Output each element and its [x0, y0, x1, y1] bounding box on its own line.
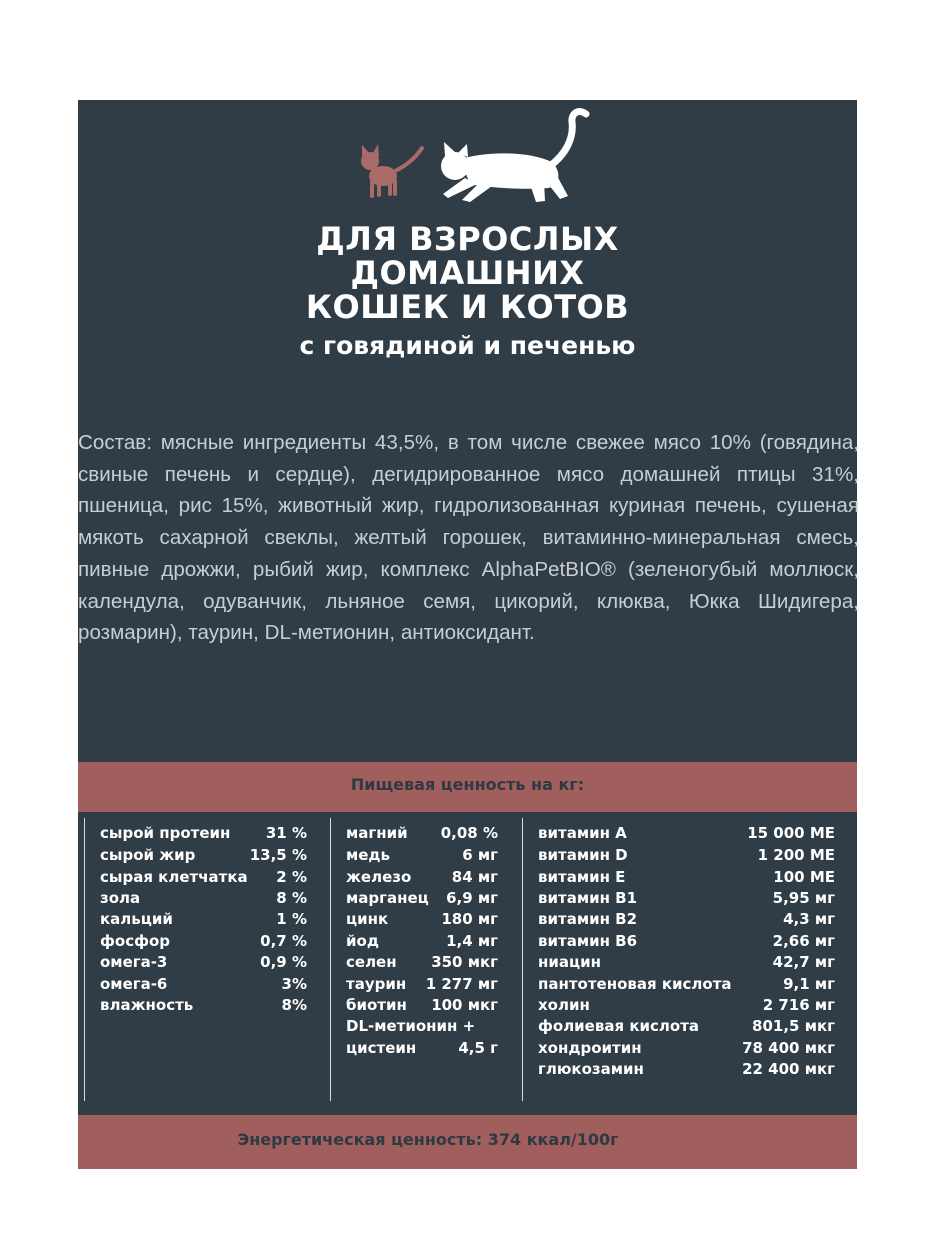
- nutrient-value: 2 %: [276, 868, 307, 886]
- cat-icon: [441, 112, 586, 202]
- nutrient-value: 0,08 %: [440, 824, 498, 842]
- nutrient-name: ниацин: [538, 953, 601, 971]
- title-line-3: КОШЕК И КОТОВ: [305, 288, 630, 326]
- nutrient-name: витамин В2: [538, 910, 638, 928]
- nutrient-value: 8 %: [276, 889, 307, 907]
- nutrient-value: 0,7 %: [260, 932, 307, 950]
- nutrient-value: 6,9 мг: [446, 889, 498, 907]
- nutrient-value: 2,66 мг: [772, 932, 835, 950]
- nutrient-value: 3%: [281, 975, 307, 993]
- nutrient-name: цистеин: [346, 1039, 417, 1057]
- ingredients-line: Состав: мясные ингредиенты 43,5%, в том числе свежее мясо 10% (говядина,: [78, 431, 859, 454]
- nutrient-value: 4,5 г: [458, 1039, 498, 1057]
- ingredients-line: мякоть сахарной свеклы, желтый горошек, витаминно-минеральная смесь,: [78, 526, 859, 550]
- nutrient-value: 0,9 %: [260, 953, 307, 971]
- nutrient-name: витамин D: [538, 846, 628, 864]
- nutrient-row: [346, 1016, 498, 1037]
- nutrient-name: кальций: [100, 910, 173, 928]
- nutrient-name: витамин В1: [538, 889, 638, 907]
- nutrient-row: [100, 845, 307, 866]
- cats-illustration: [340, 104, 590, 204]
- ingredients-line: пшеница, рис 15%, животный жир, гидролизованная куриная печень, сушеная: [78, 494, 859, 518]
- nutrient-name: железо: [346, 868, 412, 886]
- nutrient-value: 9,1 мг: [783, 975, 835, 993]
- nutrient-row: [100, 867, 307, 888]
- kitten-icon: [361, 144, 422, 198]
- nutrient-name: сырой жир: [100, 846, 196, 864]
- nutrient-row: [538, 909, 835, 930]
- ingredients-line: свиные печень и сердце), дегидрированное мясо домашней птицы 31%,: [78, 462, 859, 486]
- nutrient-value: 84 мг: [451, 868, 498, 886]
- nutrient-value: 1 200 МЕ: [757, 846, 835, 864]
- nutrient-name: таурин: [346, 975, 407, 993]
- nutrient-row: [346, 888, 498, 909]
- nutrient-name: глюкозамин: [538, 1060, 644, 1078]
- nutrient-name: медь: [346, 846, 391, 864]
- nutrient-value: 4,3 мг: [783, 910, 835, 928]
- nutrient-value: 801,5 мкг: [752, 1017, 835, 1035]
- nutrient-row: [346, 845, 498, 866]
- nutrient-name: DL-метионин +: [346, 1017, 476, 1035]
- nutrient-value: 180 мг: [441, 910, 498, 928]
- nutrient-row: [538, 888, 835, 909]
- nutrient-row: [346, 909, 498, 930]
- nutrient-row: [538, 952, 835, 973]
- nutrient-row: [100, 823, 307, 844]
- nutrient-value: 1 %: [276, 910, 307, 928]
- nutrient-name: селен: [346, 953, 397, 971]
- nutrient-row: [100, 888, 307, 909]
- nutrient-row: [538, 931, 835, 952]
- ingredients-line: календула, одуванчик, льняное семя, цикорий, клюква, Юкка Шидигера,: [78, 589, 859, 613]
- nutrient-value: 1 277 мг: [425, 975, 498, 993]
- nutrient-row: [346, 931, 498, 952]
- ingredients-text: [78, 427, 859, 657]
- nutrient-row: [538, 867, 835, 888]
- ingredients-line: розмарин), таурин, DL-метионин, антиоксидант.: [78, 621, 535, 645]
- nutrient-value: 22 400 мкг: [742, 1060, 835, 1078]
- nutrient-value: 78 400 мкг: [742, 1039, 835, 1057]
- nutrient-value: 15 000 МЕ: [747, 824, 835, 842]
- nutrient-name: цинк: [346, 910, 389, 928]
- nutrient-row: [538, 974, 835, 995]
- title-line-1: ДЛЯ ВЗРОСЛЫХ: [316, 220, 619, 258]
- nutrient-name: хондроитин: [538, 1039, 642, 1057]
- nutrient-row: [538, 1016, 835, 1037]
- nutrient-value: 5,95 мг: [772, 889, 835, 907]
- nutrient-value: 6 мг: [462, 846, 498, 864]
- nutrient-name: магний: [346, 824, 408, 842]
- energy-value: Энергетическая ценность: 374 ккал/100г: [237, 1130, 619, 1149]
- nutrient-name: сырой протеин: [100, 824, 231, 842]
- nutrient-name: витамин Е: [538, 868, 626, 886]
- nutrient-name: пантотеновая кислота: [538, 975, 732, 993]
- nutrient-value: 100 мкг: [431, 996, 498, 1014]
- nutrient-row: [100, 995, 307, 1016]
- nutrient-value: 13,5 %: [249, 846, 307, 864]
- ingredients-line: пивные дрожжи, рыбий жир, комплекс AlphaPetBIO® (зеленогубый моллюск,: [78, 557, 859, 581]
- nutrient-row: [346, 995, 498, 1016]
- nutrient-name: сырая клетчатка: [100, 868, 248, 886]
- nutrition-header: Пищевая ценность на кг:: [350, 775, 585, 794]
- nutrient-name: фосфор: [100, 932, 171, 950]
- nutrient-name: влажность: [100, 996, 194, 1014]
- nutrient-value: 1,4 мг: [446, 932, 498, 950]
- nutrient-name: марганец: [346, 889, 429, 907]
- nutrient-name: йод: [346, 932, 379, 950]
- nutrient-name: витамин А: [538, 824, 627, 842]
- column-divider: [522, 818, 523, 1101]
- nutrient-row: [100, 952, 307, 973]
- nutrient-name: омега-3: [100, 953, 168, 971]
- nutrient-row: [346, 952, 498, 973]
- title-subtitle: с говядиной и печенью: [299, 331, 636, 360]
- nutrient-name: омега-6: [100, 975, 168, 993]
- column-divider: [84, 818, 85, 1101]
- nutrient-value: 100 МЕ: [773, 868, 835, 886]
- nutrient-row: [538, 823, 835, 844]
- title-line-2: ДОМАШНИХ: [350, 254, 585, 292]
- nutrient-name: витамин В6: [538, 932, 638, 950]
- nutrient-row: [346, 1038, 498, 1059]
- nutrient-value: 31 %: [265, 824, 307, 842]
- nutrient-row: [346, 867, 498, 888]
- nutrient-name: биотин: [346, 996, 407, 1014]
- nutrient-row: [538, 845, 835, 866]
- nutrient-value: 42,7 мг: [772, 953, 835, 971]
- nutrient-row: [346, 823, 498, 844]
- nutrient-value: 350 мкг: [431, 953, 498, 971]
- nutrient-row: [538, 995, 835, 1016]
- nutrient-row: [100, 909, 307, 930]
- column-divider: [330, 818, 331, 1101]
- nutrient-value: 2 716 мг: [762, 996, 835, 1014]
- nutrient-name: фолиевая кислота: [538, 1017, 700, 1035]
- nutrient-row: [538, 1059, 835, 1080]
- nutrient-row: [100, 931, 307, 952]
- nutrient-row: [346, 974, 498, 995]
- nutrient-row: [538, 1038, 835, 1059]
- nutrient-row: [100, 974, 307, 995]
- nutrient-value: 8%: [281, 996, 307, 1014]
- nutrient-name: зола: [100, 889, 141, 907]
- nutrient-name: холин: [538, 996, 590, 1014]
